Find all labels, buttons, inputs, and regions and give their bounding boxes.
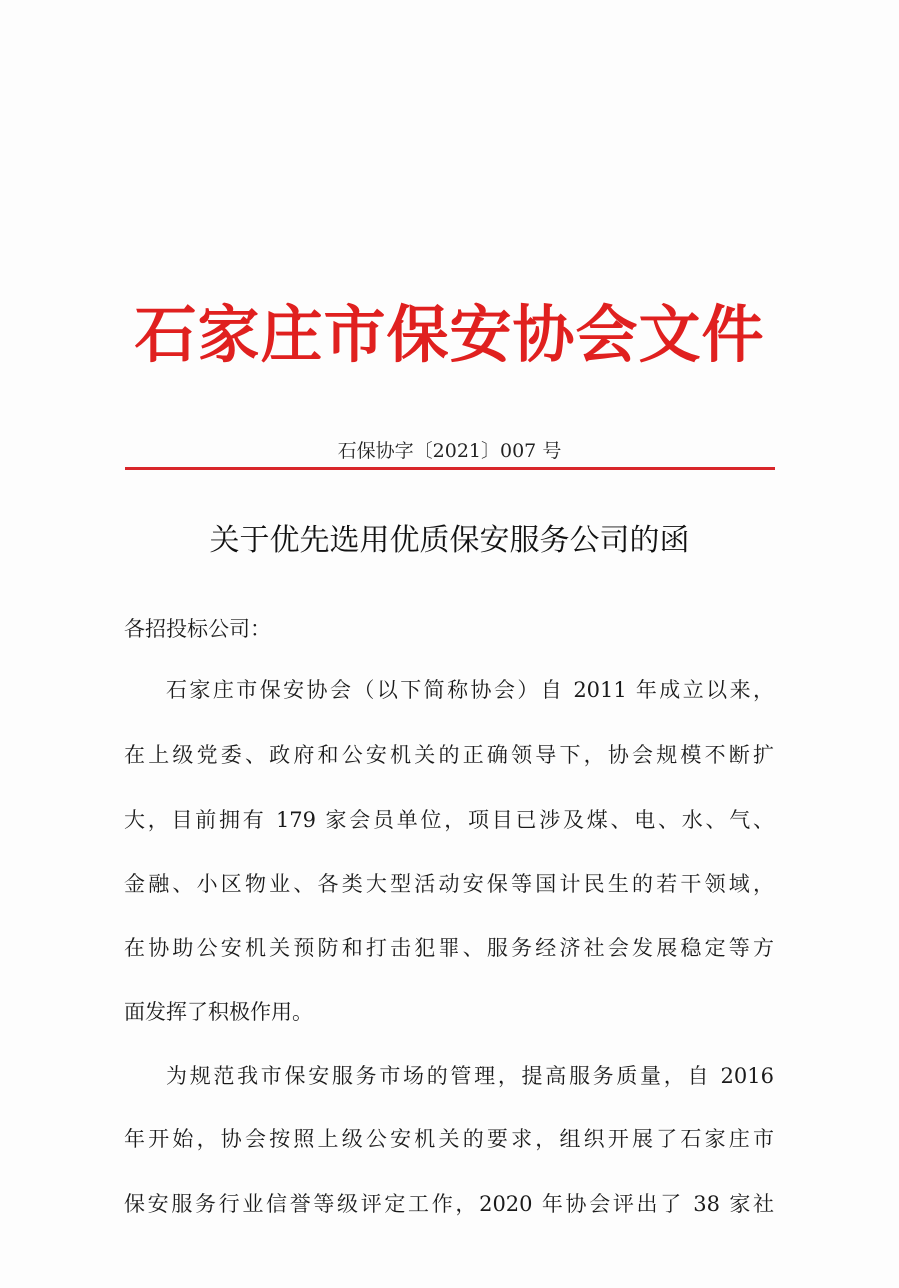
paragraph-line: 在协助公安机关预防和打击犯罪、服务经济社会发展稳定等方 [124, 936, 774, 960]
paragraph-line: 大，目前拥有 179 家会员单位，项目已涉及煤、电、水、气、 [124, 808, 774, 832]
header-divider [125, 467, 775, 470]
paragraph-line: 金融、小区物业、各类大型活动安保等国计民生的若干领域， [124, 872, 774, 896]
paragraph-line: 面发挥了积极作用。 [124, 1000, 313, 1024]
paragraph-line: 石家庄市保安协会（以下简称协会）自 2011 年成立以来， [166, 678, 774, 702]
document-header-title: 石家庄市保安协会文件 [134, 298, 765, 371]
document-number: 石保协字〔2021〕007 号 [337, 440, 562, 462]
paragraph-line: 保安服务行业信誉等级评定工作，2020 年协会评出了 38 家社 [124, 1192, 774, 1216]
paragraph-line: 年开始，协会按照上级公安机关的要求，组织开展了石家庄市 [124, 1127, 774, 1151]
salutation: 各招投标公司： [124, 617, 271, 641]
paragraph-line: 为规范我市保安服务市场的管理，提高服务质量，自 2016 [166, 1064, 774, 1088]
paragraph-line: 在上级党委、政府和公安机关的正确领导下，协会规模不断扩 [124, 743, 774, 767]
letter-title: 关于优先选用优质保安服务公司的函 [209, 523, 690, 558]
